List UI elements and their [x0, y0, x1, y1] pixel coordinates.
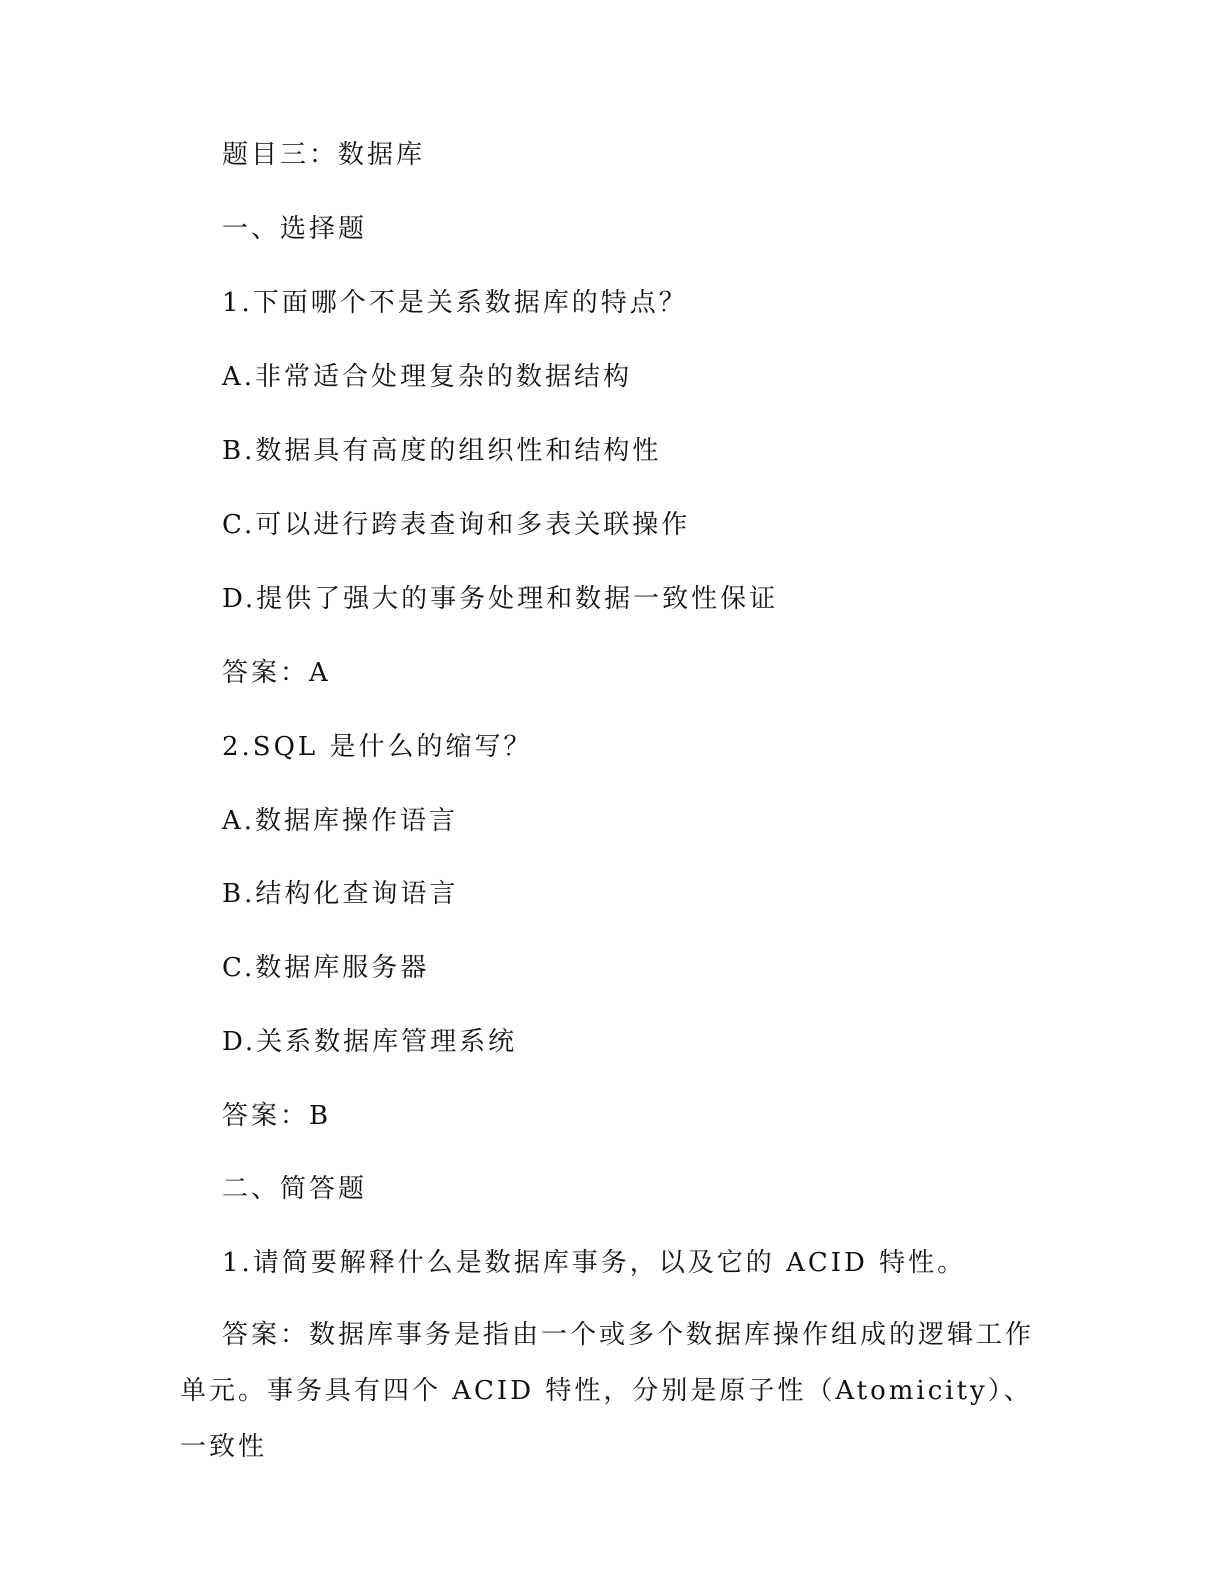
question-2: 2.SQL 是什么的缩写？ [222, 732, 533, 762]
question-1-answer: 答案：A [222, 658, 331, 688]
section-heading-choice: 一、选择题 [222, 214, 368, 244]
question-2-option-a: A.数据库操作语言 [222, 806, 459, 836]
question-1-option-d: D.提供了强大的事务处理和数据一致性保证 [222, 584, 779, 614]
question-2-option-c: C.数据库服务器 [222, 953, 430, 983]
question-2-answer: 答案：B [222, 1101, 332, 1131]
question-1-option-c: C.可以进行跨表查询和多表关联操作 [222, 510, 691, 540]
question-1-option-a: A.非常适合处理复杂的数据结构 [222, 362, 633, 392]
short-question-1: 1.请简要解释什么是数据库事务，以及它的 ACID 特性。 [222, 1248, 967, 1278]
short-answer-paragraph: 答案：数据库事务是指由一个或多个数据库操作组成的逻辑工作单元。事务具有四个 ACID 特性，分别是原子性（Atomicity）、一致性 [180, 1320, 1035, 1462]
question-2-option-b: B.结构化查询语言 [222, 879, 459, 909]
question-1-option-b: B.数据具有高度的组织性和结构性 [222, 436, 662, 466]
question-1: 1.下面哪个不是关系数据库的特点？ [222, 288, 688, 318]
section-heading-short-answer: 二、简答题 [222, 1174, 368, 1204]
document-title: 题目三：数据库 [222, 140, 426, 170]
question-2-option-d: D.关系数据库管理系统 [222, 1027, 518, 1057]
